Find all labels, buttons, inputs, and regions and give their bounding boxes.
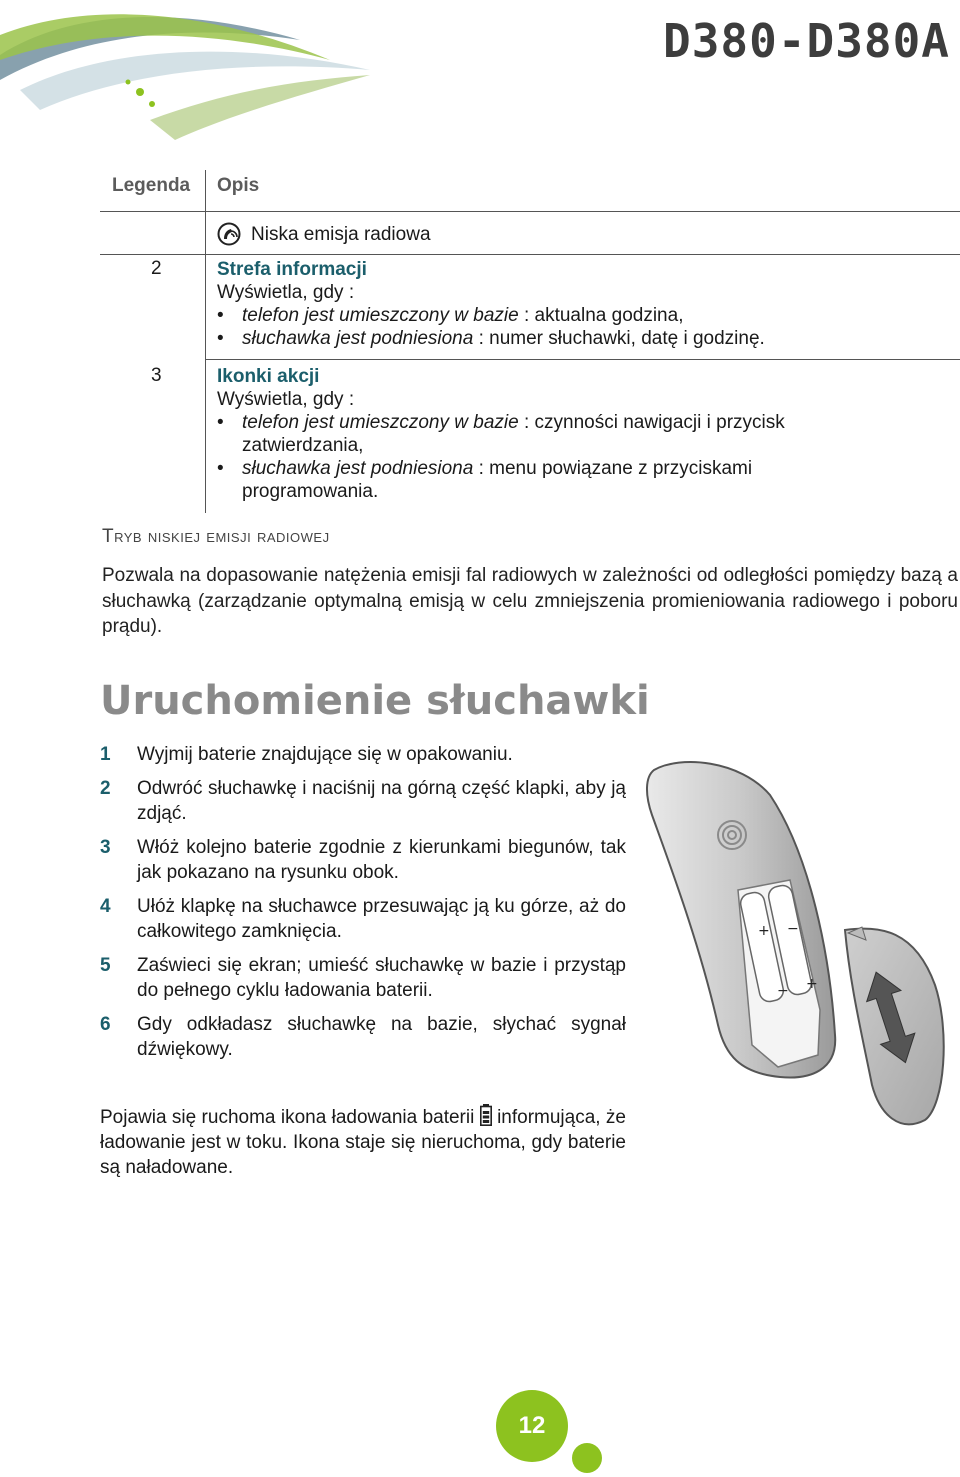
- step-item: 4 Ułóż klapkę na słuchawce przesuwając ją ku górze, aż do całkowitego zamknięcia.: [100, 896, 626, 942]
- svg-text:+: +: [806, 976, 818, 992]
- column-divider: [205, 170, 206, 513]
- bullet-item: • słuchawka jest podniesiona : numer słuchawki, datę i godzinę.: [217, 327, 956, 350]
- row-description: [217, 365, 857, 503]
- note-text-end: informująca, że ładowanie jest w toku. Ikona staje się nieruchoma, gdy baterie są naładowane.: [100, 1107, 627, 1178]
- page-number: 12: [496, 1390, 568, 1462]
- row-intro: Wyświetla, gdy :: [217, 389, 355, 410]
- step-item: 6 Gdy odkładasz słuchawkę na bazie, słychać sygnał dźwiękowy.: [100, 1014, 626, 1060]
- charging-note: [100, 1104, 626, 1180]
- step-item: 2 Odwróć słuchawkę i naciśnij na górną część klapki, aby ją zdjąć.: [100, 778, 626, 824]
- section-text: Pozwala na dopasowanie natężenia emisji fal radiowych w zależności od odległości pomiędzy bazą a słuchawką (zarządzanie optymalną emisją w celu zmniejszenia promieniowania radiowego i poboru prądu).: [102, 565, 958, 637]
- step-item: 3 Włóż kolejno baterie zgodnie z kierunkami biegunów, tak jak pokazano na rysunku obok.: [100, 837, 626, 883]
- low-radiation-label: Niska emisja radiowa: [251, 223, 431, 245]
- header-rule: [100, 211, 960, 212]
- battery-charging-icon: [480, 1104, 492, 1126]
- bullet-item: • słuchawka jest podniesiona : menu powiązane z przyciskami programowania.: [217, 457, 857, 503]
- row-title: Ikonki akcji: [217, 366, 320, 387]
- row-description: [217, 258, 956, 350]
- bullet-item: • telefon jest umieszczony w bazie : aktualna godzina,: [217, 304, 956, 327]
- row-number: 2: [151, 258, 162, 279]
- page-heading: Uruchomienie słuchawki: [100, 678, 650, 724]
- column-header-description: Opis: [217, 175, 260, 196]
- row-rule: [100, 254, 960, 255]
- step-item: 5 Zaświeci się ekran; umieść słuchawkę w bazie i przystąp do pełnego cyklu ładowania baterii.: [100, 955, 626, 1001]
- low-radiation-row: [217, 222, 956, 246]
- svg-text:−: −: [787, 921, 799, 937]
- row-number: 3: [151, 365, 162, 386]
- step-item: 1 Wyjmij baterie znajdujące się w opakowaniu.: [100, 744, 513, 765]
- section-title: Tryb niskiej emisji radiowej: [102, 526, 330, 547]
- svg-text:+: +: [758, 923, 770, 939]
- row-intro: Wyświetla, gdy :: [217, 282, 355, 303]
- svg-text:−: −: [777, 983, 789, 999]
- header-swoosh-logo: [0, 0, 400, 160]
- low-radiation-icon: [217, 222, 241, 246]
- page-number-dot: [572, 1443, 602, 1473]
- row-rule: [205, 359, 960, 360]
- bullet-item: • telefon jest umieszczony w bazie : czynności nawigacji i przycisk zatwierdzania,: [217, 411, 857, 457]
- model-name: D380-D380A: [663, 14, 950, 68]
- column-header-legend: Legenda: [112, 175, 191, 196]
- handset-battery-illustration: [640, 755, 950, 1135]
- note-text-start: Pojawia się ruchoma ikona ładowania baterii: [100, 1107, 475, 1128]
- row-title: Strefa informacji: [217, 259, 367, 280]
